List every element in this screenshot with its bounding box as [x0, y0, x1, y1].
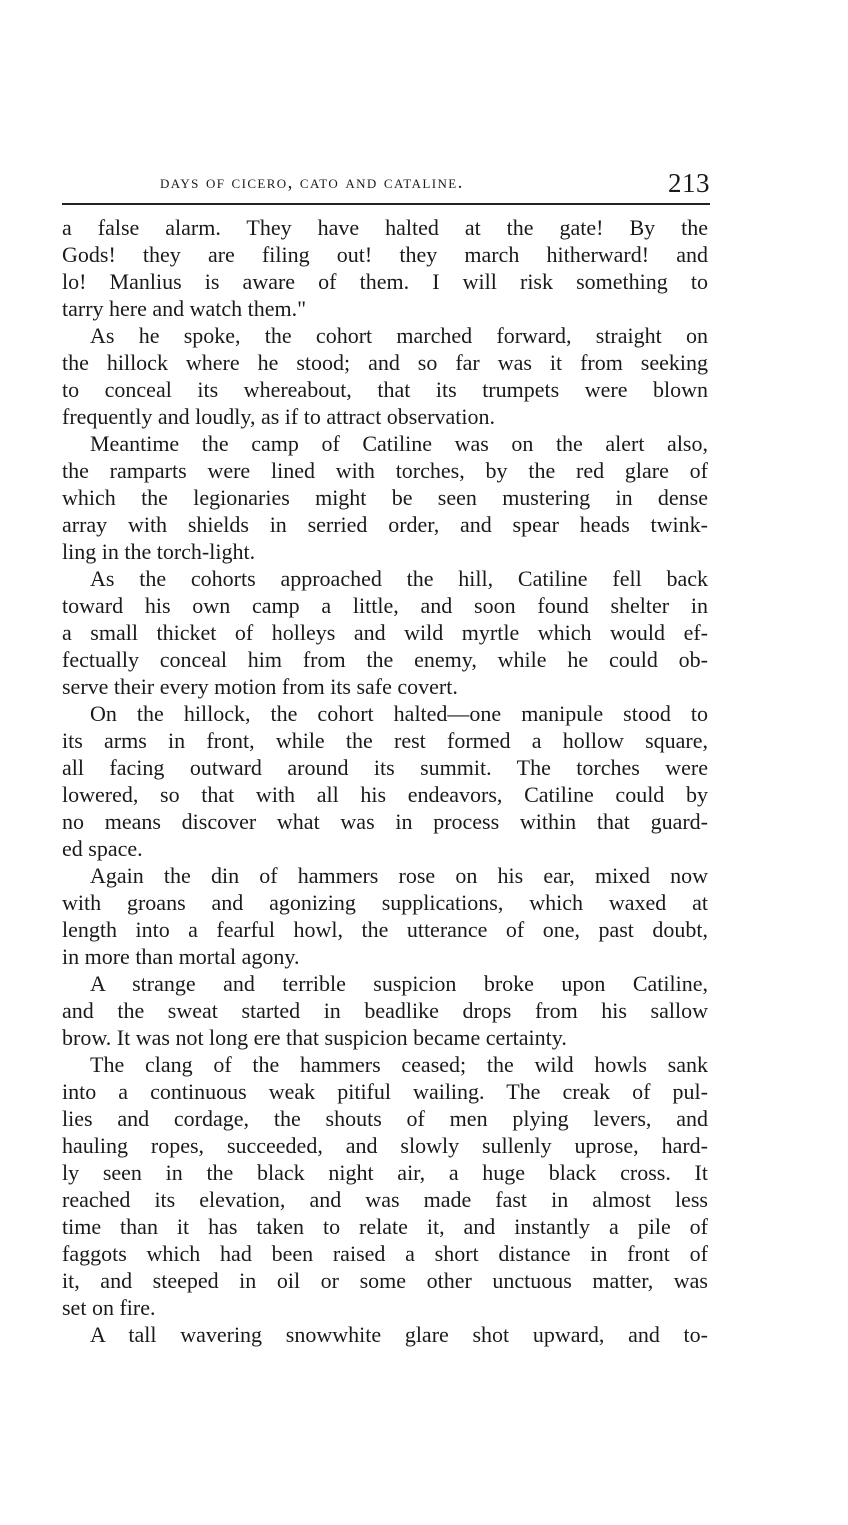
text-line: hauling ropes, succeeded, and slowly sullenly uprose, hard- [62, 1133, 708, 1158]
text-line: a small thicket of holleys and wild myrtle which would ef- [62, 620, 708, 645]
text-line: the hillock where he stood; and so far was it from seeking [62, 350, 708, 375]
text-line: brow. It was not long ere that suspicion became certainty. [62, 1025, 567, 1050]
body-text [62, 214, 708, 1348]
text-line: lowered, so that with all his endeavors, Catiline could by [62, 782, 708, 807]
text-line: frequently and loudly, as if to attract observation. [62, 404, 495, 429]
text-line: ling in the torch-light. [62, 539, 256, 564]
running-head: days of cicero, cato and cataline. [160, 172, 464, 193]
text-line: length into a fearful howl, the utterance of one, past doubt, [62, 917, 708, 942]
text-line: set on fire. [62, 1295, 156, 1320]
text-line: a false alarm. They have halted at the gate! By the [62, 215, 708, 240]
text-line: its arms in front, while the rest formed a hollow square, [62, 728, 708, 753]
text-line: serve their every motion from its safe covert. [62, 674, 458, 699]
page-header [150, 168, 710, 202]
text-line: lies and cordage, the shouts of men plying levers, and [62, 1106, 708, 1131]
text-line: ed space. [62, 836, 143, 861]
text-line: Gods! they are filing out! they march hitherward! and [62, 242, 708, 267]
text-line: no means discover what was in process within that guard- [62, 809, 708, 834]
text-line: in more than mortal agony. [62, 944, 300, 969]
text-line: lo! Manlius is aware of them. I will risk something to [62, 269, 708, 294]
text-line: fectually conceal him from the enemy, while he could ob- [62, 647, 708, 672]
text-line: tarry here and watch them." [62, 296, 307, 321]
text-line: with groans and agonizing supplications, which waxed at [62, 890, 708, 915]
text-line: On the hillock, the cohort halted—one manipule stood to [90, 701, 708, 726]
text-line: As the cohorts approached the hill, Catiline fell back [90, 566, 708, 591]
text-line: which the legionaries might be seen mustering in dense [62, 485, 708, 510]
text-line: faggots which had been raised a short distance in front of [62, 1241, 708, 1266]
text-line: Meantime the camp of Catiline was on the alert also, [90, 431, 708, 456]
text-line: time than it has taken to relate it, and instantly a pile of [62, 1214, 708, 1239]
text-line: A tall wavering snowwhite glare shot upward, and to- [90, 1322, 708, 1347]
text-line: and the sweat started in beadlike drops from his sallow [62, 998, 708, 1023]
text-line: toward his own camp a little, and soon found shelter in [62, 593, 708, 618]
text-line: into a continuous weak pitiful wailing. The creak of pul- [62, 1079, 708, 1104]
text-line: Again the din of hammers rose on his ear, mixed now [90, 863, 708, 888]
header-rule [62, 203, 710, 205]
text-line: The clang of the hammers ceased; the wild howls sank [90, 1052, 708, 1077]
text-line: the ramparts were lined with torches, by the red glare of [62, 458, 708, 483]
text-line: array with shields in serried order, and spear heads twink- [62, 512, 708, 537]
text-line: A strange and terrible suspicion broke upon Catiline, [90, 971, 708, 996]
text-line: ly seen in the black night air, a huge black cross. It [62, 1160, 708, 1185]
text-line: all facing outward around its summit. The torches were [62, 755, 708, 780]
text-line: As he spoke, the cohort marched forward, straight on [90, 323, 708, 348]
page-number: 213 [668, 168, 710, 198]
text-line: to conceal its whereabout, that its trumpets were blown [62, 377, 708, 402]
text-line: reached its elevation, and was made fast in almost less [62, 1187, 708, 1212]
text-line: it, and steeped in oil or some other unctuous matter, was [62, 1268, 708, 1293]
